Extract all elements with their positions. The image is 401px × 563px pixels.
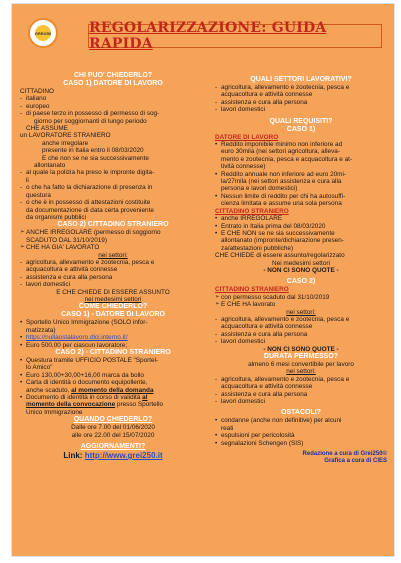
ostacolo-item: • segnalazioni Schengen (SIS)	[215, 440, 387, 447]
nei-settori-label-2: nei settori:	[286, 308, 316, 316]
settore-item: acquacoltura e attività connesse	[221, 383, 313, 391]
chiede-assunto: E CHE CHIEDE DI ESSERE ASSUNTO	[56, 288, 170, 296]
chi-heading: CHI PUO' CHIEDERLO?	[73, 72, 153, 79]
quale-dichiarazione: - o che ha fatto la dichiarazione di presenza in	[20, 184, 206, 191]
cittadino-straniero-label-2: CITTADINO STRANIERO	[215, 286, 289, 294]
req-reddito-30k-cont: tività connesse)	[221, 163, 266, 171]
datore-label: DATORE DI LAVORO	[215, 133, 279, 141]
req-nessun-limite: • Nessun limite di reddito per chi ha autosuffi-	[215, 193, 387, 200]
caso2-heading: CASO 2) CITTADINO STRANIERO	[57, 221, 169, 229]
ostacolo-item-cont: reati	[221, 424, 234, 432]
nullaosta-link[interactable]: https://nullaostalavoro.dlci.interno.it/	[26, 334, 128, 342]
quale-impronte-cont: li	[26, 176, 29, 184]
quale-dichiarazione-cont: questura	[26, 191, 51, 199]
c2-item: SCADUTO DAL 31/10/2019)	[26, 236, 107, 244]
c2-euro: • Euro 130,00+30,00+16,00 marca da bollo	[20, 372, 206, 379]
req-caso1: CASO 1)	[286, 125, 316, 133]
lavoratore-straniero: un LAVORATORE STRANIERO	[20, 132, 111, 140]
settore-item: - assistenza e cura alla persona	[215, 331, 387, 338]
c1-item: - europeo	[20, 103, 206, 110]
quale-attestazioni: - o che è in possesso di attestazioni costituite	[20, 199, 206, 206]
settore-item: acquacoltura e attività connesse	[221, 91, 313, 99]
no-quote: - NON CI SONO QUOTE -	[263, 266, 339, 274]
c2-documento: Documento di identità in corso di validità	[26, 394, 143, 402]
settore-item: - lavori domestici	[215, 338, 387, 345]
cittadino-label: CITTADINO	[20, 88, 54, 95]
credit-redazione: Redazione a cura di Grei250©	[302, 451, 387, 458]
req-reddito-20k: • Reddito annuale non inferiore ad euro 20mi-	[215, 171, 387, 178]
settore-item: - lavori domestici	[20, 281, 206, 288]
caso1-heading: CASO 1) DATORE DI LAVORO	[63, 80, 163, 87]
medesimi-settori: nei medesimi settori	[84, 295, 142, 303]
cs-item-cont: za/attestazioni pubbliche)	[221, 244, 294, 252]
ostacolo-item: • espulsioni per pericolosità	[215, 432, 387, 439]
anche-irregolare: anche irregolare	[42, 139, 89, 147]
settore-item: - lavori domestici	[215, 106, 387, 113]
quando-al: alle ore 22.00 del 15/07/2020	[71, 431, 155, 439]
page-title: REGOLARIZZAZIONE: GUIDA RAPIDA	[89, 20, 327, 52]
req-reddito-30k-cont: mento e zootecnia, pesca e acquacoltura e at-	[221, 155, 353, 163]
cs-medesimi: Nei medesimi settori	[272, 259, 330, 267]
req-reddito-20k-cont: persona e lavori domestici)	[221, 185, 298, 193]
credit-grafica: Grafica a cura di CIES	[324, 458, 387, 465]
cs-item: • E CHE NON se ne sia successivamente	[215, 230, 387, 237]
c2-permesso: ➢ con permesso scaduto dal 31/10/2019	[215, 294, 387, 301]
durata-heading: DURATA PERMESSO?	[263, 353, 339, 360]
che-assume: CHE ASSUME	[26, 125, 68, 133]
no-quote-2: - NON CI SONO QUOTE -	[263, 345, 339, 353]
flyer-page	[12, 4, 394, 556]
settore-item: - assistenza e cura alla persona	[215, 99, 387, 106]
come-heading: COME CHIEDERLO?	[78, 303, 148, 311]
left-column	[20, 72, 206, 461]
settore-item: acquacoltura e attività connesse	[26, 266, 118, 274]
title-box	[88, 20, 382, 52]
cs-item-cont: allontanato (impronte/dichiarazione presen-	[221, 237, 344, 245]
requisiti-heading: QUALI REQUISITI?	[269, 117, 333, 125]
c2-questura: • Questura tramite UFFICIO POSTALE "Sportel-	[20, 357, 206, 364]
c2-documento-unico: Unico Immigrazione	[26, 408, 83, 416]
allontanato: allontanato	[34, 162, 66, 170]
nei-settori-label: nei settori:	[98, 251, 128, 259]
ostacolo-item: • condanne (anche non definitive) per alcuni	[215, 417, 387, 424]
grei-link[interactable]: http://www.grei250.it	[84, 451, 163, 461]
settore-item: - agricoltura, allevamento e zootecnia, pesca e	[215, 84, 387, 91]
come-euro: • Euro 500,00 per ciascun lavoratore;	[20, 342, 206, 349]
right-column	[215, 76, 387, 466]
quale-attestazioni-cont: da organismi pubblici	[26, 213, 87, 221]
req-caso2: CASO 2)	[286, 278, 316, 286]
c2-carta-momento: al momento della domanda	[71, 386, 154, 394]
cittadino-straniero-label: CITTADINO STRANIERO	[215, 207, 289, 215]
come-item: • Sportello Unico Immigrazione (SOLO infor-	[20, 319, 206, 326]
req-reddito-30k-cont: euro 30mila (nei settori agricoltura, alleva-	[221, 148, 340, 156]
logo-mark: GREI250	[35, 25, 51, 41]
ostacoli-heading: OSTACOLI?	[281, 409, 321, 417]
c1-item: - italiano	[20, 95, 206, 102]
settore-item: - agricoltura, allevamento e zootecnia, pesca e	[20, 259, 206, 266]
cs-item: • anche IRREGOLARE	[215, 215, 387, 222]
quando-heading: QUANDO CHIEDERLO?	[73, 416, 153, 424]
che-ha-lavorato: ➢ CHE HA GIA' LAVORATO	[20, 244, 206, 251]
c1-item: - di paese terzo in possesso di permesso di sog-	[20, 110, 206, 117]
aggiornamenti-heading: AGGIORNAMENTI?	[80, 443, 146, 451]
c2-ha-lavorato: ➢ E CHE HA lavorato	[215, 301, 387, 308]
c1-item: giorno per soggiornanti di lungo periodo	[34, 117, 147, 125]
quando-dal: Dalle ore 7.00 del 01/06/2020	[71, 424, 155, 432]
settore-item: - agricoltura, allevamento e zootecnia, pesca e	[215, 376, 387, 383]
link-label: Link:	[63, 451, 83, 461]
req-reddito-30k: • Reddito imponibile minimo non inferiore ad	[215, 141, 387, 148]
c2-documento-convocazione: momento della convocazione	[26, 401, 116, 409]
quale-impronte: - al quale la polizia ha preso le impronte digita-	[20, 169, 206, 176]
presente-italia: presente in Italia entro il 08/03/2020	[42, 147, 144, 155]
c2-carta: • Carta di identità o documento equipollente,	[20, 379, 206, 386]
settori-heading: QUALI SETTORI LAVORATIVI?	[250, 76, 352, 83]
c2-questura-cont: lo Amico"	[26, 364, 53, 372]
come-caso1-heading: CASO 1) - DATORE DI LAVORO	[61, 311, 165, 319]
settore-item: - lavori domestici	[215, 398, 387, 405]
req-nessun-limite-cont: cienza limitata e assume una sola persona	[221, 200, 342, 208]
c2-documento-al: al	[142, 394, 148, 402]
cs-chiede: CHE CHIEDE di essere assunto/regolarizzato	[215, 252, 345, 260]
settore-item: acquacoltura e attività connesse	[221, 323, 313, 331]
req-reddito-20k-cont: la/27mila (nei settori assistenza e cura alla	[221, 178, 342, 186]
c2-item: ➢ ANCHE IRREGOLARE (permesso di soggiorno	[20, 229, 206, 236]
nei-settori-label-3: nei settori:	[286, 368, 316, 376]
cs-item: • Entrato in Italia prima del 08/03/2020	[215, 223, 387, 230]
grei250-logo	[28, 18, 58, 48]
non-uscito: E che non se ne sia successivamente	[42, 154, 149, 162]
come-caso2-heading: CASO 2) - CITTADINO STRANIERO	[55, 349, 171, 356]
c2-documento-sportello: presso Sportello	[115, 401, 164, 409]
c2-carta-cont: anche scaduto,	[26, 386, 72, 394]
settore-item: - agricoltura, allevamento e zootecnia, pesca e	[215, 316, 387, 323]
settore-item: - assistenza e cura alla persona	[20, 274, 206, 281]
quale-attestazioni-cont: da documentazione di data certa proveniente	[26, 206, 154, 214]
come-item: matizzata)	[26, 326, 56, 334]
settore-item: - assistenza e cura alla persona	[215, 391, 387, 398]
durata-text: almeno 6 mesi convertibile per lavoro	[248, 361, 354, 368]
